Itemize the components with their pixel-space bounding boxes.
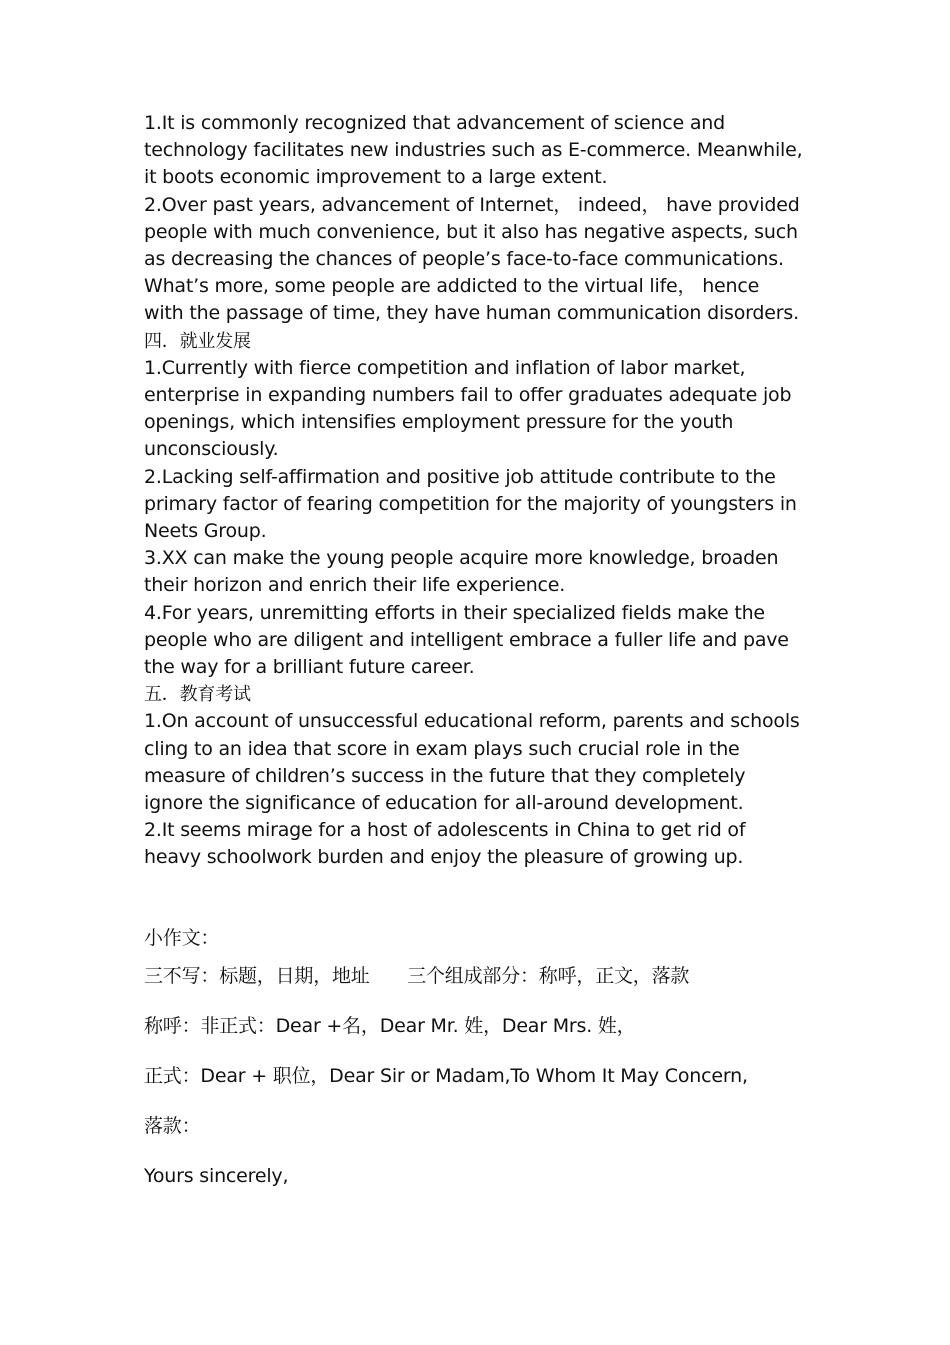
paragraph-tech-2: 2.Over past years, advancement of Internet， indeed， have provided people with much convenience, but it also has negative aspects, such as decreasing the chances of people’s face-to-face communications. What’s more, some people are addicted to the virtual life， hence with the passage of time, they have human communication disorders.	[144, 193, 800, 325]
paragraph-tech-1: 1.It is commonly recognized that advancement of science and technology facilitates new industries such as E-commerce. Meanwhile, it boots economic improvement to a large extent.	[144, 112, 803, 189]
document-body	[144, 110, 804, 872]
small-essay-section	[144, 925, 804, 1190]
small-essay-closing: Yours sincerely,	[144, 1165, 289, 1187]
small-essay-closing-label: 落款：	[144, 1115, 201, 1137]
small-essay-rule: 三不写：标题，日期，地址 三个组成部分：称呼，正文，落款	[144, 965, 690, 987]
section-heading-education: 五．教育考试	[144, 684, 251, 706]
paragraph-education-1: 1.On account of unsuccessful educational reform, parents and schools cling to an idea that score in exam plays such crucial role in the measure of children’s success in the future that they completely ignore the significance of education for all-around development.	[144, 710, 800, 815]
section-heading-employment: 四．就业发展	[144, 330, 251, 352]
small-essay-formal-greeting: 正式：Dear + 职位，Dear Sir or Madam,To Whom It May Concern,	[144, 1065, 748, 1087]
paragraph-employment-3: 3.XX can make the young people acquire more knowledge, broaden their horizon and enrich their life experience.	[144, 547, 779, 597]
small-essay-informal-greeting: 称呼：非正式：Dear +名，Dear Mr. 姓，Dear Mrs. 姓，	[144, 1015, 636, 1037]
paragraph-education-2: 2.It seems mirage for a host of adolescents in China to get rid of heavy schoolwork burden and enjoy the pleasure of growing up.	[144, 819, 746, 869]
paragraph-employment-2: 2.Lacking self-affirmation and positive job attitude contribute to the primary factor of fearing competition for the majority of youngsters in Neets Group.	[144, 465, 797, 543]
paragraph-employment-4: 4.For years, unremitting efforts in their specialized fields make the people who are diligent and intelligent embrace a fuller life and pave the way for a brilliant future career.	[144, 601, 789, 679]
paragraph-employment-1: 1.Currently with fierce competition and inflation of labor market, enterprise in expanding numbers fail to offer graduates adequate job openings, which intensifies employment pressure for the youth unconsciously.	[144, 356, 792, 461]
small-essay-title: 小作文：	[144, 927, 220, 949]
